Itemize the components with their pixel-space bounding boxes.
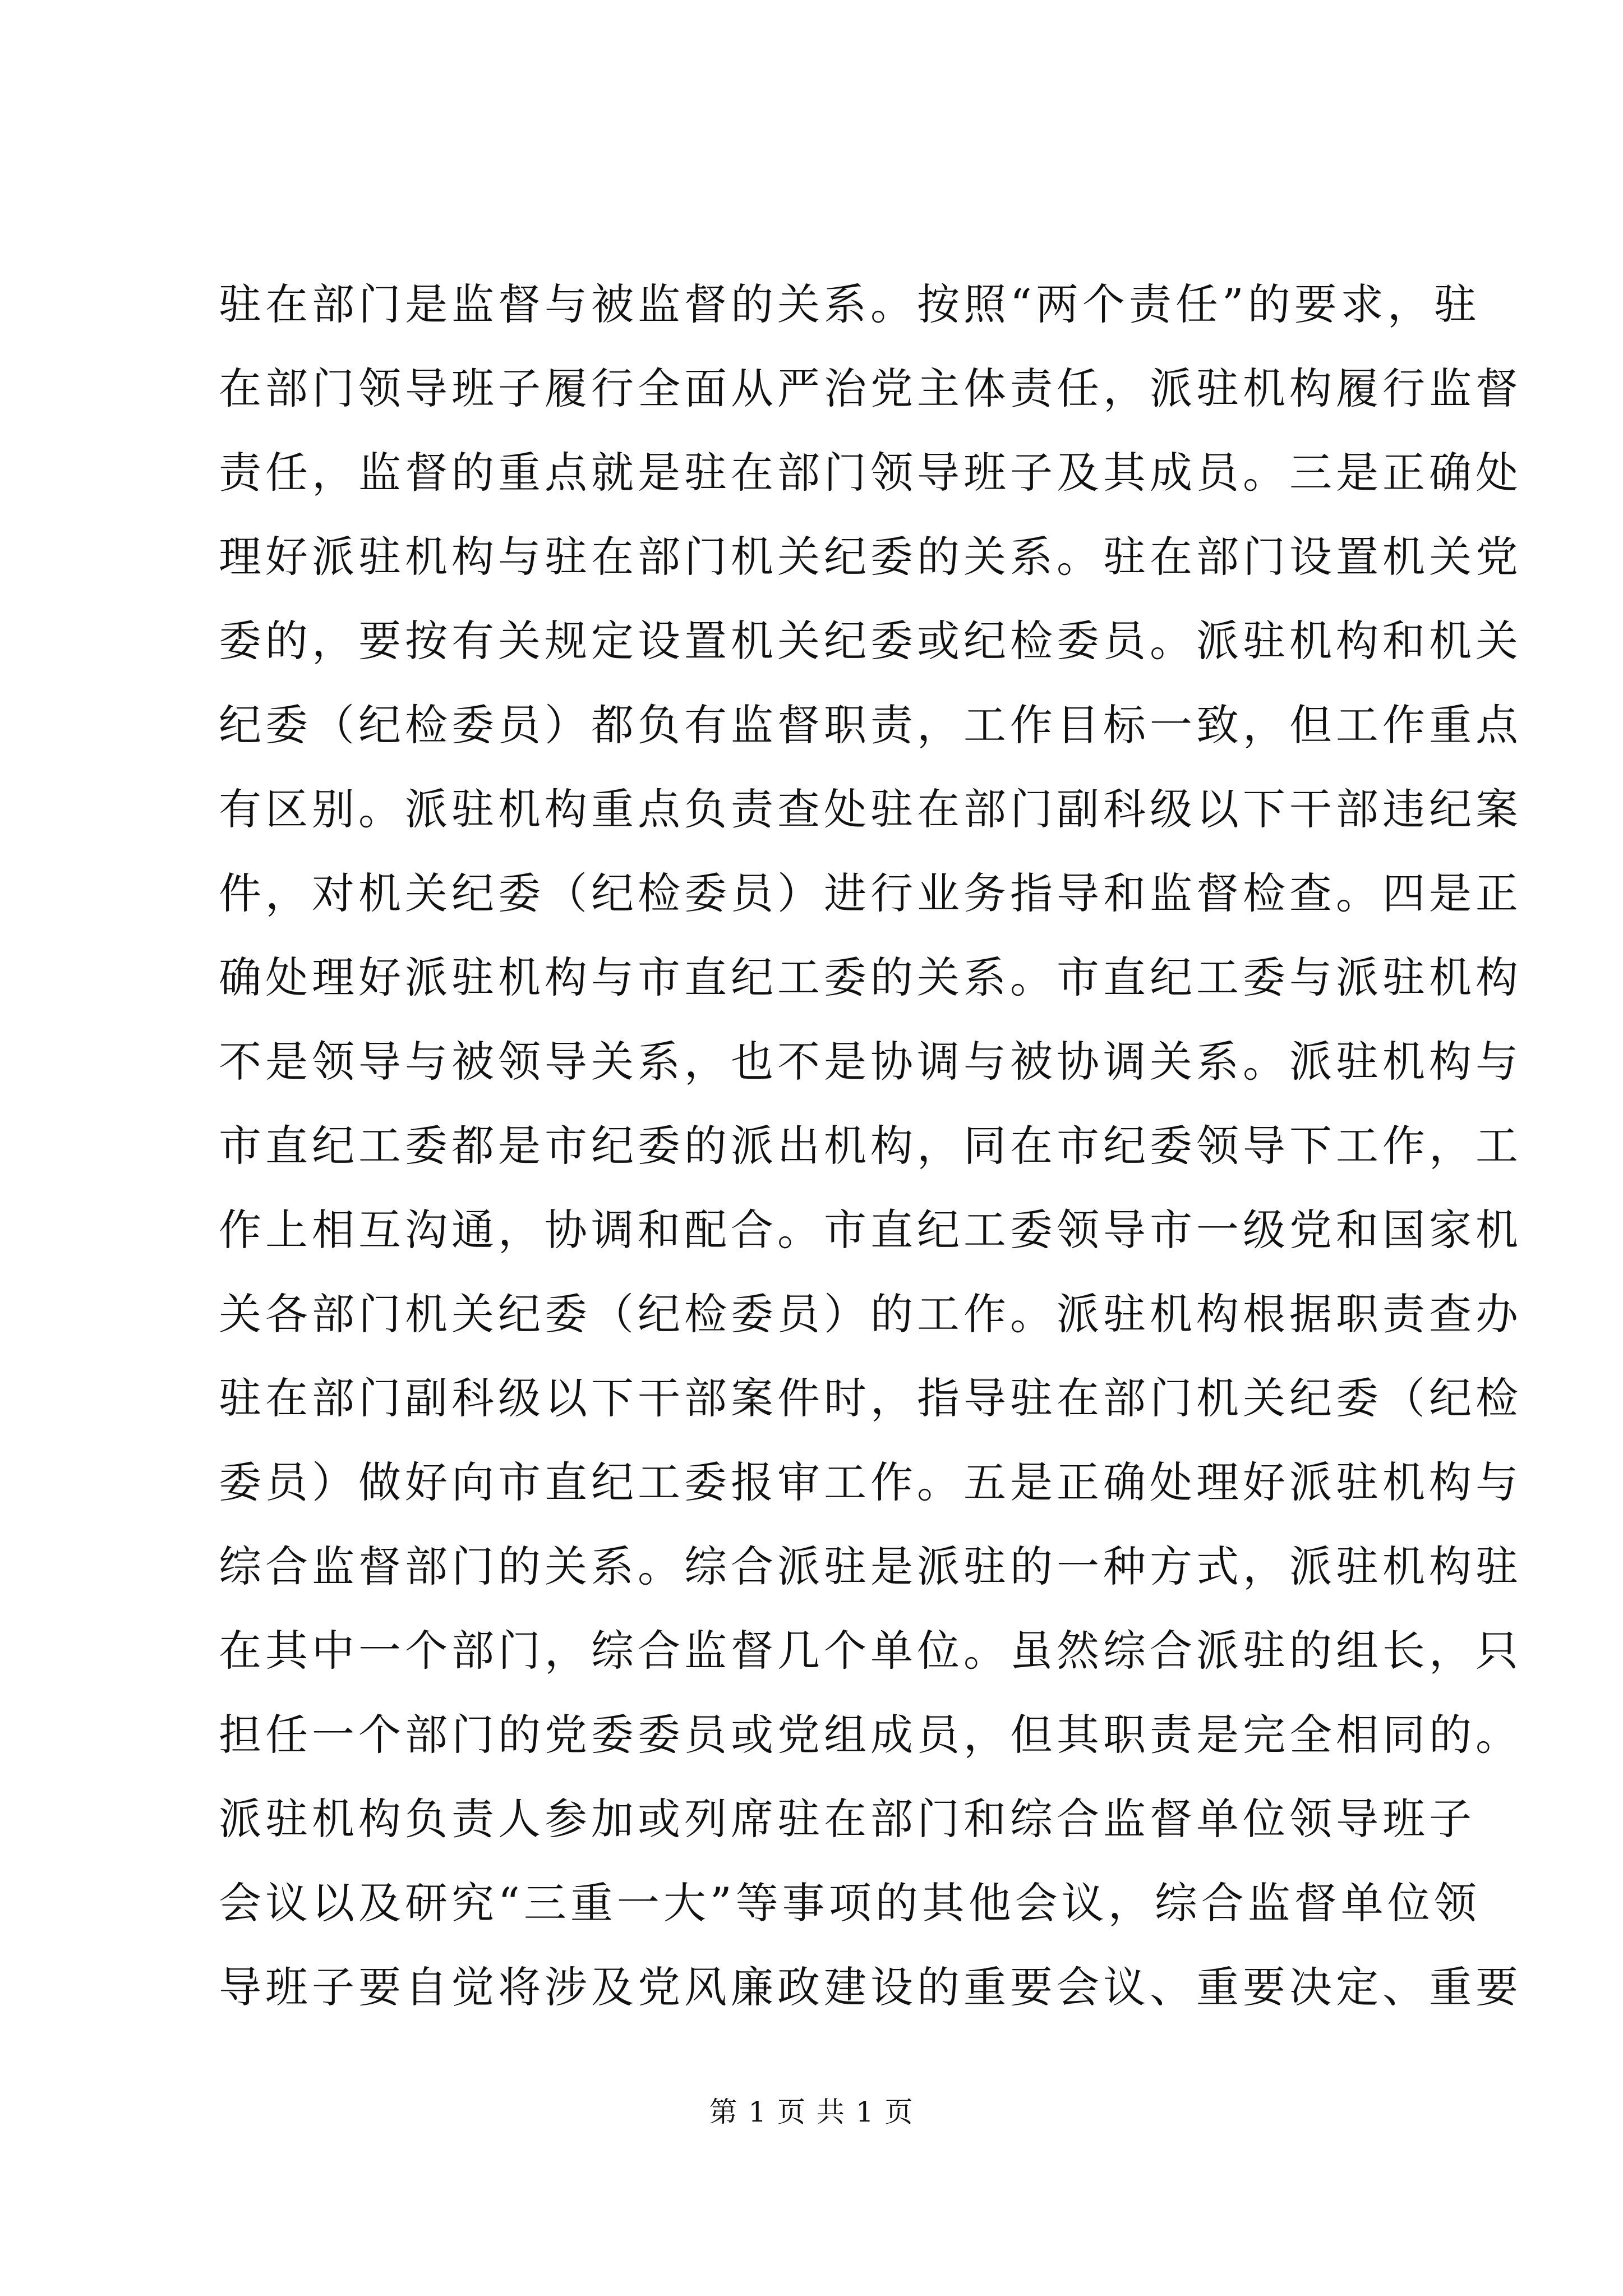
text-line: 在部门领导班子履行全面从严治党主体责任，派驻机构履行监督 <box>219 364 1522 413</box>
text-line: 市直纪工委都是市纪委的派出机构，同在市纪委领导下工作，工 <box>219 1121 1522 1171</box>
text-line: 委员）做好向市直纪工委报审工作。五是正确处理好派驻机构与 <box>219 1457 1522 1507</box>
text-line: 关各部门机关纪委（纪检委员）的工作。派驻机构根据职责查办 <box>219 1289 1522 1339</box>
body-text <box>219 263 1522 2030</box>
text-line: 有区别。派驻机构重点负责查处驻在部门副科级以下干部违纪案 <box>219 784 1522 834</box>
text-line: 责任，监督的重点就是驻在部门领导班子及其成员。三是正确处 <box>219 448 1522 498</box>
text-line: 驻在部门是监督与被监督的关系。按照“两个责任”的要求，驻 <box>219 279 1481 329</box>
text-line: 委的，要按有关规定设置机关纪委或纪检委员。派驻机构和机关 <box>219 616 1522 666</box>
text-line: 理好派驻机构与驻在部门机关纪委的关系。驻在部门设置机关党 <box>219 532 1522 582</box>
text-line: 作上相互沟通，协调和配合。市直纪工委领导市一级党和国家机 <box>219 1205 1522 1255</box>
text-line: 导班子要自觉将涉及党风廉政建设的重要会议、重要决定、重要 <box>219 1962 1522 2012</box>
text-line: 不是领导与被领导关系，也不是协调与被协调关系。派驻机构与 <box>219 1037 1522 1087</box>
text-line: 综合监督部门的关系。综合派驻是派驻的一种方式，派驻机构驻 <box>219 1542 1522 1591</box>
text-line: 件，对机关纪委（纪检委员）进行业务指导和监督检查。四是正 <box>219 868 1522 918</box>
text-line: 派驻机构负责人参加或列席驻在部门和综合监督单位领导班子 <box>219 1794 1476 1844</box>
page-footer: 第 1 页 共 1 页 <box>709 2096 914 2128</box>
text-line: 确处理好派驻机构与市直纪工委的关系。市直纪工委与派驻机构 <box>219 953 1522 1002</box>
text-line: 会议以及研究“三重一大”等事项的其他会议，综合监督单位领 <box>219 1878 1481 1928</box>
text-line: 驻在部门副科级以下干部案件时，指导驻在部门机关纪委（纪检 <box>219 1373 1522 1423</box>
text-line: 纪委（纪检委员）都负有监督职责，工作目标一致，但工作重点 <box>219 700 1522 750</box>
text-line: 在其中一个部门，综合监督几个单位。虽然综合派驻的组长，只 <box>219 1626 1522 1676</box>
text-line: 担任一个部门的党委委员或党组成员，但其职责是完全相同的。 <box>219 1710 1522 1760</box>
